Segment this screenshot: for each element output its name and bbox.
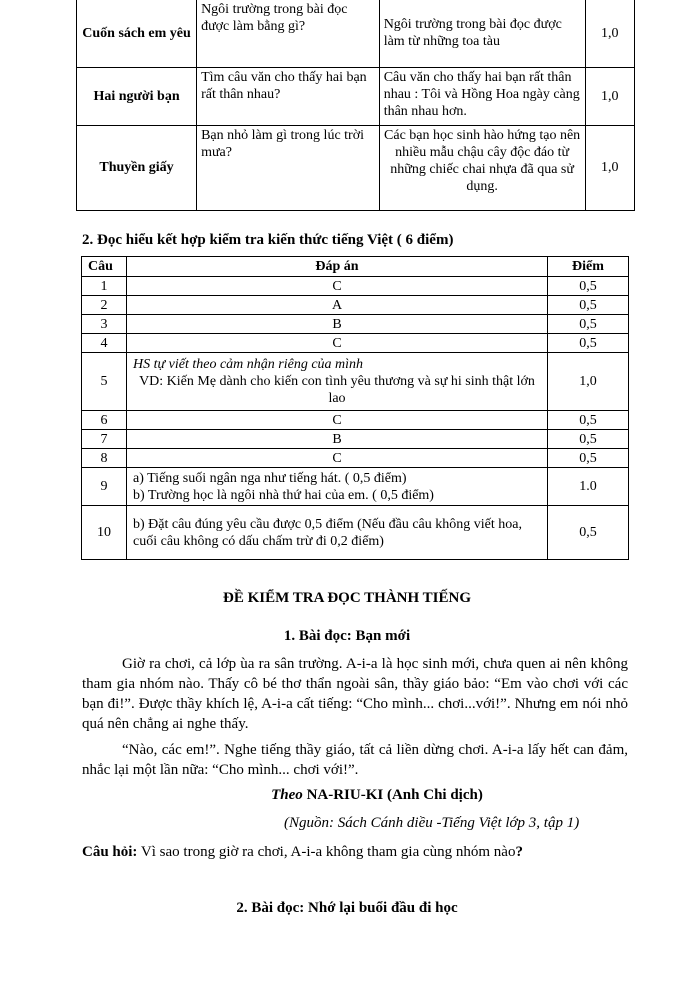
score-cell: 0,5: [548, 334, 629, 353]
answer-cell: [127, 468, 548, 506]
score-cell: 0,5: [548, 430, 629, 449]
answer-cell: B: [127, 315, 548, 334]
score-cell: 0,5: [548, 277, 629, 296]
score-cell: 1,0: [585, 0, 634, 68]
score-cell: 0,5: [548, 296, 629, 315]
question-number: 1: [82, 277, 127, 296]
table-row: [82, 468, 629, 506]
table-row: [82, 411, 629, 430]
question-text: Vì sao trong giờ ra chơi, A-i-a không tham gia cùng nhóm nào: [140, 844, 516, 860]
answer-cell: C: [127, 334, 548, 353]
question-cell: Tìm câu văn cho thấy hai bạn rất thân nhau?: [197, 68, 380, 126]
answer-cell: [127, 353, 548, 411]
answer-key-table: [81, 256, 629, 560]
answer-cell: A: [127, 296, 548, 315]
answer-cell: Câu văn cho thấy hai bạn rất thân nhau : Tôi và Hồng Hoa ngày càng thân nhau hơn.: [379, 68, 585, 126]
answer-line: a) Tiếng suối ngân nga như tiếng hát. ( 0,5 điểm): [133, 470, 407, 486]
column-header: Câu: [82, 257, 127, 277]
table-row: [82, 277, 629, 296]
question-number: 6: [82, 411, 127, 430]
answer-cell: b) Đặt câu đúng yêu cầu được 0,5 điểm (Nếu đầu câu không viết hoa, cuối câu không có dấu chấm trừ đi 0,2 điểm): [127, 506, 548, 560]
column-header: Điểm: [548, 257, 629, 277]
table-row: [82, 449, 629, 468]
answer-line: b) Trường học là ngôi nhà thứ hai của em. ( 0,5 điểm): [133, 487, 434, 503]
author-name: NA-RIU-KI (Anh Chi dịch): [306, 787, 483, 803]
author-line: [0, 787, 694, 804]
story-paragraph: Giờ ra chơi, cả lớp ùa ra sân trường. A-i-a là học sinh mới, chưa quen ai nên không tham gia nhóm nào. Thấy cô bé thơ thẩn ngoài sân, thầy giáo bảo: “Em vào chơi với các bạn đi!”. Được thầy khích lệ, A-i-a cất tiếng: “Cho mình... chơi...với!”. Nhưng em nói nhỏ quá nên chẳng ai nghe thấy.: [82, 656, 628, 732]
answer-cell: C: [127, 449, 548, 468]
column-header: Đáp án: [127, 257, 548, 277]
reading-title-cell: Hai người bạn: [77, 68, 197, 126]
question-cell: Bạn nhỏ làm gì trong lúc trời mưa?: [197, 126, 380, 211]
score-cell: 0,5: [548, 315, 629, 334]
section-heading: 2. Đọc hiểu kết hợp kiểm tra kiến thức tiếng Việt ( 6 điểm): [82, 232, 454, 248]
score-cell: 1,0: [585, 68, 634, 126]
question-number: 3: [82, 315, 127, 334]
reading-heading: 1. Bài đọc: Bạn mới: [283, 628, 411, 644]
score-cell: 0,5: [548, 506, 629, 560]
answer-cell: Các bạn học sinh hào hứng tạo nên nhiều mẫu chậu cây độc đáo từ những chiếc chai nhựa đã qua sử dụng.: [379, 126, 585, 211]
answer-cell: B: [127, 430, 548, 449]
question-mark: ?: [515, 844, 523, 860]
question-number: 8: [82, 449, 127, 468]
table-row: [82, 296, 629, 315]
question-cell: Ngôi trường trong bài đọc được làm bằng gì?: [197, 0, 380, 68]
question-number: 2: [82, 296, 127, 315]
table-row: [82, 506, 629, 560]
reading-heading: 2. Bài đọc: Nhớ lại buổi đầu đi học: [236, 900, 458, 916]
table-row: [82, 353, 629, 411]
question-number: 9: [82, 468, 127, 506]
question-label: Câu hỏi:: [82, 844, 138, 860]
table-row: [82, 334, 629, 353]
score-cell: 1.0: [548, 468, 629, 506]
reading-title-cell: Thuyền giấy: [77, 126, 197, 211]
answer-cell: C: [127, 411, 548, 430]
answer-guidance: HS tự viết theo cảm nhận riêng của mình: [133, 357, 364, 372]
question-number: 10: [82, 506, 127, 560]
exam-title: ĐỀ KIỂM TRA ĐỌC THÀNH TIẾNG: [223, 590, 471, 606]
question-number: 7: [82, 430, 127, 449]
score-cell: 0,5: [548, 411, 629, 430]
reading-questions-table: [76, 0, 635, 211]
question-number: 5: [82, 353, 127, 411]
story-paragraph: “Nào, các em!”. Nghe tiếng thầy giáo, tất cả liền dừng chơi. A-i-a lấy hết can đảm, nhắc lại một lần nữa: “Cho mình... chơi với!”.: [82, 742, 628, 778]
table-row: [82, 315, 629, 334]
answer-cell: Ngôi trường trong bài đọc được làm từ những toa tàu: [379, 0, 585, 68]
answer-example: VD: Kiến Mẹ dành cho kiến con tình yêu thương và sự hi sinh thật lớn lao: [139, 374, 535, 406]
reading-title-cell: Cuốn sách em yêu: [77, 0, 197, 68]
table-row: [82, 430, 629, 449]
score-cell: 0,5: [548, 449, 629, 468]
source-citation: (Nguồn: Sách Cánh diều -Tiếng Việt lớp 3, tập 1): [284, 815, 580, 831]
question-number: 4: [82, 334, 127, 353]
author-prefix: Theo: [271, 787, 303, 803]
question-line: [82, 844, 523, 861]
score-cell: 1,0: [548, 353, 629, 411]
score-cell: 1,0: [585, 126, 634, 211]
answer-cell: C: [127, 277, 548, 296]
